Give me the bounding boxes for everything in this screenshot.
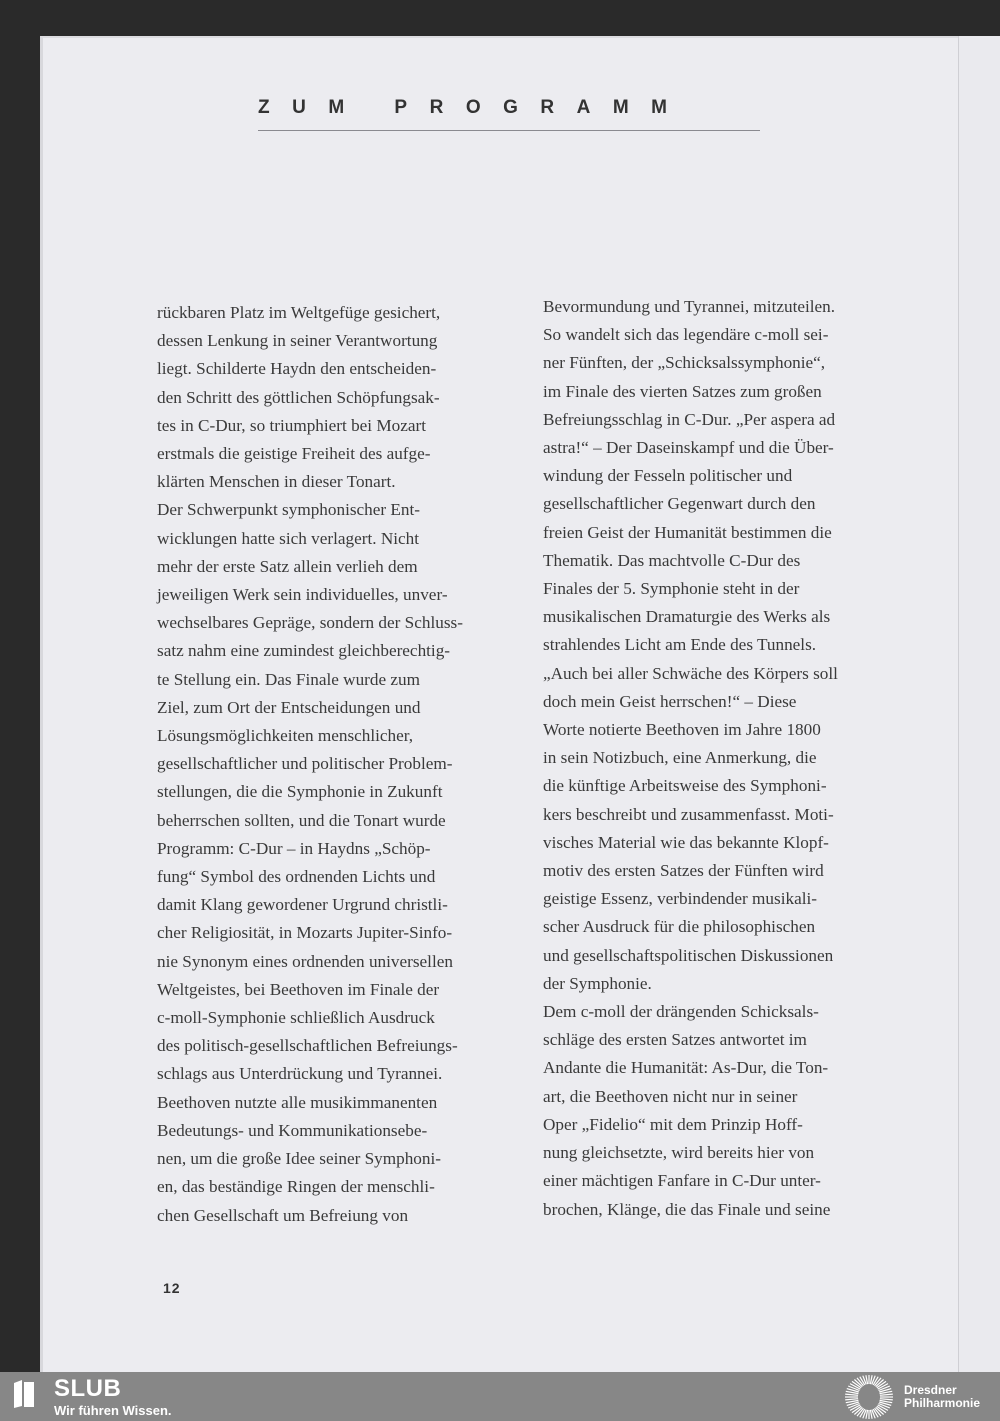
- footer-bar: [0, 1372, 1000, 1421]
- text-line: scher Ausdruck für die philosophischen: [543, 917, 816, 937]
- text-line: te Stellung ein. Das Finale wurde zum: [157, 669, 421, 689]
- text-line: liegt. Schilderte Haydn den entscheiden-: [157, 359, 437, 379]
- slub-logo-text[interactable]: SLUB: [54, 1375, 122, 1402]
- text-line: Oper „Fidelio“ mit dem Prinzip Hoff-: [543, 1114, 803, 1134]
- text-line: Finales der 5. Symphonie steht in der: [543, 579, 800, 599]
- text-line: strahlendes Licht am Ende des Tunnels.: [543, 635, 817, 655]
- text-line: den Schritt des göttlichen Schöpfungsak-: [157, 387, 440, 407]
- text-line: nie Synonym eines ordnenden universellen: [157, 951, 453, 971]
- text-line: motiv des ersten Satzes der Fünften wird: [543, 861, 824, 881]
- text-line: erstmals die geistige Freiheit des aufge-: [157, 444, 431, 464]
- text-line: nung gleichsetzte, wird bereits hier von: [543, 1143, 815, 1163]
- text-line: rückbaren Platz im Weltgefüge gesichert,: [157, 303, 441, 322]
- text-line: Der Schwerpunkt symphonischer Ent-: [157, 500, 421, 520]
- text-line: tes in C-Dur, so triumphiert bei Mozart: [157, 415, 427, 435]
- text-line: des politisch-gesellschaftlichen Befreiungs-: [157, 1036, 458, 1056]
- text-line: dessen Lenkung in seiner Verantwortung: [157, 331, 438, 351]
- text-line: klärten Menschen in dieser Tonart.: [157, 472, 396, 492]
- text-line: chen Gesellschaft um Befreiung von: [157, 1205, 409, 1225]
- partner-logo-text[interactable]: [904, 1384, 980, 1410]
- section-heading: ZUM PROGRAMM: [258, 97, 690, 118]
- text-line: geistige Essenz, verbindender musikali-: [543, 889, 817, 909]
- text-line: c-moll-Symphonie schließlich Ausdruck: [157, 1008, 435, 1028]
- text-line: doch mein Geist herrschen!“ – Diese: [543, 691, 797, 711]
- text-line: Dem c-moll der drängenden Schicksals-: [543, 1002, 819, 1022]
- text-line: und gesellschaftspolitischen Diskussionen: [543, 945, 834, 965]
- text-line: musikalischen Dramaturgie des Werks als: [543, 607, 831, 627]
- text-line: satz nahm eine zumindest gleichberechtig-: [157, 641, 451, 661]
- slub-tagline: Wir führen Wissen.: [54, 1403, 172, 1418]
- text-line: gesellschaftlicher und politischer Problem-: [157, 754, 453, 774]
- facing-page-edge: [958, 36, 1000, 1372]
- heading-rule: [258, 130, 760, 131]
- text-line: wechselbares Gepräge, sondern der Schluss-: [157, 613, 463, 633]
- text-line: Beethoven nutzte alle musikimmanenten: [157, 1092, 438, 1112]
- text-line: Bevormundung und Tyrannei, mitzuteilen.: [543, 297, 836, 316]
- text-line: gesellschaftlicher Gegenwart durch den: [543, 494, 816, 514]
- text-line: mehr der erste Satz allein verlieh dem: [157, 556, 418, 576]
- left-text-column: [157, 299, 527, 1230]
- text-line: Worte notierte Beethoven im Jahre 1800: [543, 720, 821, 740]
- text-line: So wandelt sich das legendäre c-moll sei-: [543, 325, 829, 345]
- text-line: cher Religiosität, in Mozarts Jupiter-Sinfo-: [157, 923, 453, 943]
- text-line: Befreiungsschlag in C-Dur. „Per aspera ad: [543, 409, 836, 429]
- text-line: Lösungsmöglichkeiten menschlicher,: [157, 726, 414, 746]
- text-line: stellungen, die die Symphonie in Zukunft: [157, 782, 443, 802]
- partner-name-line2: Philharmonie: [904, 1396, 981, 1410]
- text-line: damit Klang gewordener Urgrund christli-: [157, 895, 448, 915]
- text-line: kers beschreibt und zusammenfasst. Moti-: [543, 804, 834, 824]
- text-line: Ziel, zum Ort der Entscheidungen und: [157, 697, 421, 717]
- partner-name-line1: Dresdner: [904, 1383, 957, 1397]
- text-line: der Symphonie.: [543, 973, 652, 993]
- text-line: astra!“ – Der Daseinskampf und die Über-: [543, 438, 834, 458]
- text-line: einer mächtigen Fanfare in C-Dur unter-: [543, 1171, 821, 1191]
- text-line: nen, um die große Idee seiner Symphoni-: [157, 1149, 441, 1169]
- text-line: windung der Fesseln politischer und: [543, 466, 793, 486]
- text-line: beherrschen sollten, und die Tonart wurde: [157, 810, 446, 830]
- text-line: wicklungen hatte sich verlagert. Nicht: [157, 528, 420, 548]
- text-line: fung“ Symbol des ordnenden Lichts und: [157, 867, 436, 887]
- text-line: en, das beständige Ringen der menschli-: [157, 1177, 435, 1197]
- text-line: brochen, Klänge, die das Finale und seine: [543, 1199, 831, 1219]
- text-line: schläge des ersten Satzes antwortet im: [543, 1030, 807, 1050]
- page-number: 12: [163, 1280, 181, 1296]
- text-line: Bedeutungs- und Kommunikationsebe-: [157, 1120, 428, 1140]
- slub-book-icon: [12, 1379, 36, 1409]
- right-text-column: [543, 293, 913, 1224]
- text-line: freien Geist der Humanität bestimmen die: [543, 522, 832, 542]
- text-line: in sein Notizbuch, eine Anmerkung, die: [543, 748, 817, 768]
- text-line: art, die Beethoven nicht nur in seiner: [543, 1086, 798, 1106]
- text-line: Thematik. Das machtvolle C-Dur des: [543, 550, 801, 570]
- text-line: jeweiligen Werk sein individuelles, unver-: [157, 585, 448, 605]
- text-line: Weltgeistes, bei Beethoven im Finale der: [157, 979, 440, 999]
- text-line: ner Fünften, der „Schicksalssymphonie“,: [543, 353, 826, 373]
- text-line: Andante die Humanität: As-Dur, die Ton-: [543, 1058, 829, 1078]
- text-line: visches Material wie das bekannte Klopf-: [543, 832, 829, 852]
- text-line: im Finale des vierten Satzes zum großen: [543, 381, 822, 401]
- text-line: Programm: C-Dur – in Haydns „Schöp-: [157, 838, 431, 858]
- philharmonie-sun-logo-icon[interactable]: [842, 1374, 896, 1420]
- text-line: „Auch bei aller Schwäche des Körpers soll: [543, 663, 838, 683]
- text-line: schlags aus Unterdrückung und Tyrannei.: [157, 1064, 443, 1084]
- text-line: die künftige Arbeitsweise des Symphoni-: [543, 776, 827, 796]
